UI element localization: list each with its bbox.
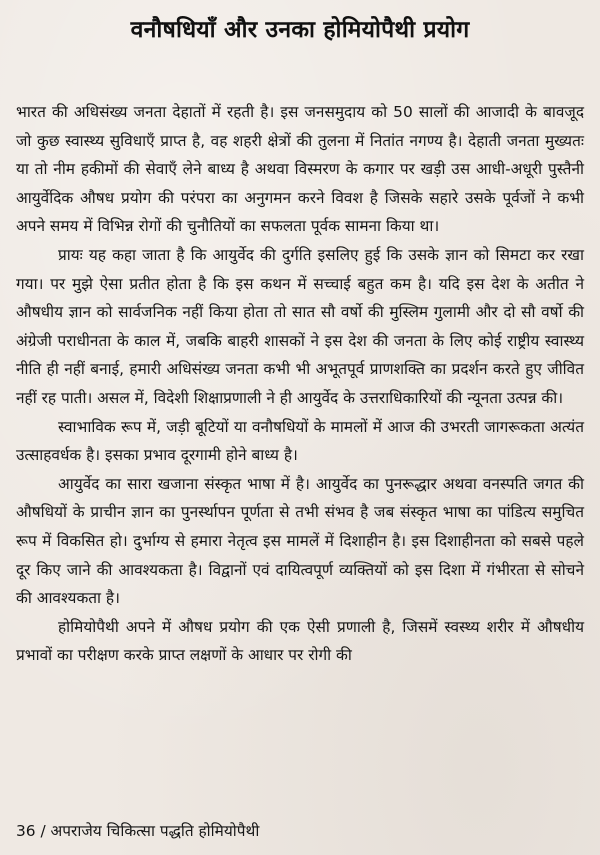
body-text (16, 98, 584, 670)
paragraph-3: स्वाभाविक रूप में, जड़ी बूटियों या वनौषधियों के मामलों में आज की उभरती जागरूकता अत्यंत उत्साहवर्धक है। इसका प्रभाव दूरगामी होने बाध्य है। (16, 417, 584, 465)
paragraph-1: भारत की अधिसंख्य जनता देहातों में रहती है। इस जनसमुदाय को 50 सालों की आजादी के बावजूद जो कुछ स्वास्थ्य सुविधाएँ प्राप्त है, वह शहरी क्षेत्रों की तुलना में नितांत नगण्य है। देहाती जनता मुख्यतः या तो नीम हकीमों की सेवाएँ लेने बाध्य है अथवा विस्मरण के कगार पर खड़ी उस आधी-अधूरी पुस्तैनी आयुर्वेदिक औषध प्रयोग की परंपरा का अनुगमन करने विवश है जिसके सहारे उसके पूर्वजों ने कभी अपने समय में विभिन्न रोगों की चुनौतियों का सफलता पूर्वक सामना किया था। (16, 103, 584, 236)
paragraph-4: आयुर्वेद का सारा खजाना संस्कृत भाषा में है। आयुर्वेद का पुनरूद्धार अथवा वनस्पति जगत की औषधियों के प्राचीन ज्ञान का पुनर्स्थापन पूर्णता से तभी संभव है जब संस्कृत भाषा का पांडित्य समुचित रूप में विकसित हो। दुर्भाग्य से हमारा नेतृत्व इस मामलें में दिशाहीन है। इस दिशाहीनता को सबसे पहले दूर किए जाने की आवश्यकता है। विद्वानों एवं दायित्वपूर्ण व्यक्तियों को इस दिशा में गंभीरता से सोचने की आवश्यकता है। (16, 474, 584, 608)
paragraph-5: होमियोपैथी अपने में औषध प्रयोग की एक ऐसी प्रणाली है, जिसमें स्वस्थ्य शरीर में औषधीय प्रभावों का परीक्षण करके प्राप्त लक्षणों के आधार पर रोगी की (16, 617, 584, 665)
paragraph-2: प्रायः यह कहा जाता है कि आयुर्वेद की दुर्गति इसलिए हुई कि उसके ज्ञान को सिमटा कर रखा गया। पर मुझे ऐसा प्रतीत होता है कि इस कथन में सच्चाई बहुत कम है। यदि इस देश के अतीत ने औषधीय ज्ञान को सार्वजनिक नहीं किया होता तो सात सौ वर्षो की मुस्लिम गुलामी और दो सौ वर्षो की अंग्रेजी पराधीनता के काल में, जबकि बाहरी शासकों ने इस देश की जनता के लिए कोई राष्ट्रीय स्वास्थ्य नीति ही नहीं बनाई, हमारी अधिसंख्य जनता कभी भी अभूतपूर्व प्राणशक्ति का प्रदर्शन करते हुए जीवित नहीं रह पाती। असल में, विदेशी शिक्षाप्रणाली ने ही आयुर्वेद के उत्तराधिकारियों की न्यूनता उत्पन्न की। (16, 245, 584, 407)
page-title: वनौषधियाँ और उनका होमियोपैथी प्रयोग (130, 17, 470, 43)
page-footer: 36 / अपराजेय चिकित्सा पद्धति होमियोपैथी (16, 822, 260, 840)
